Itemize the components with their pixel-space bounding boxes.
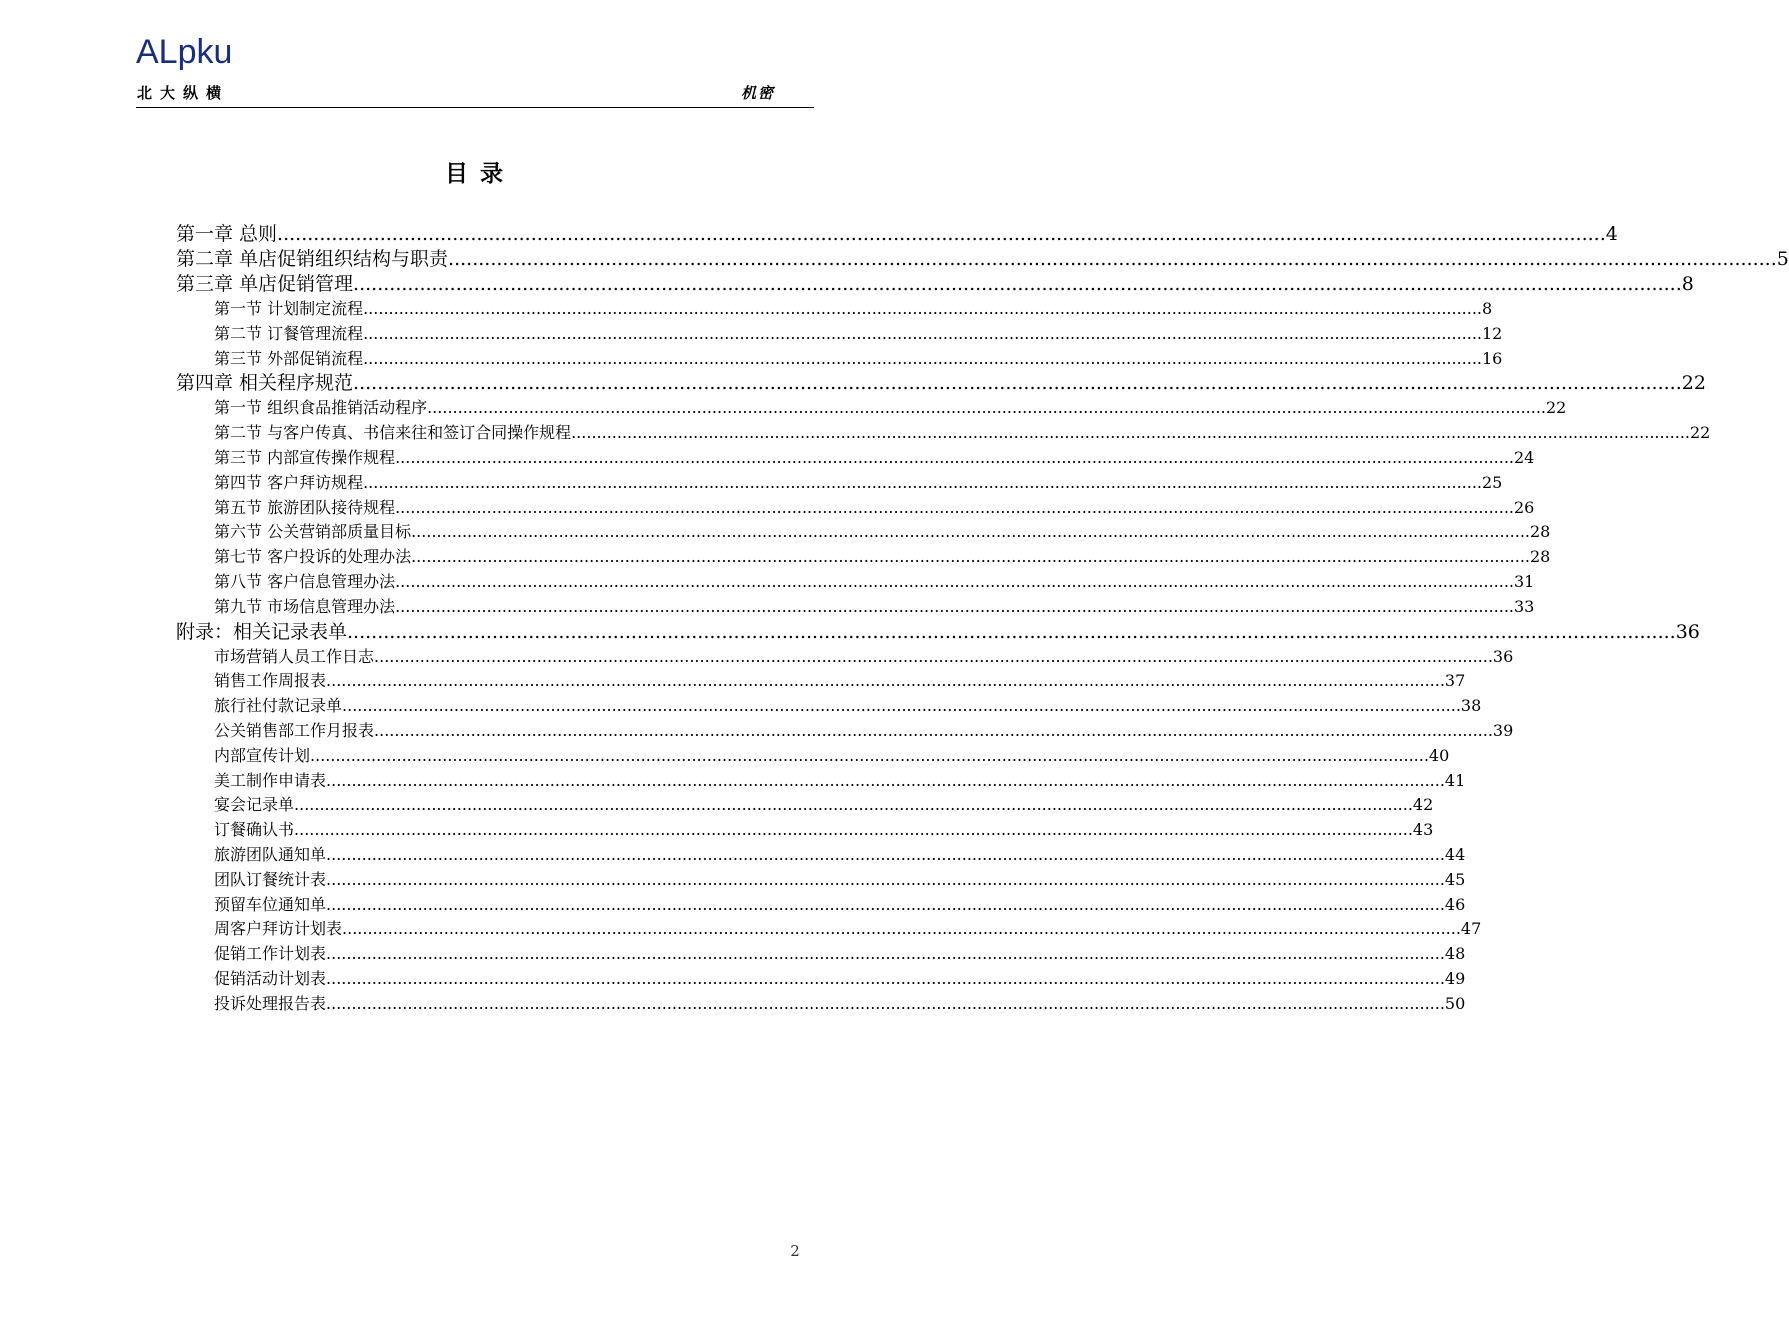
toc-entry-page: 44 [1444, 844, 1466, 864]
toc-entry-page: 37 [1444, 671, 1466, 691]
toc-entry-label: 市场营销人员工作日志 [214, 646, 375, 666]
toc-entry-page: 45 [1444, 869, 1466, 889]
toc-leader-dots: ............................................................................................................................................................................................................................ [326, 968, 1445, 988]
toc-entry-label: 第六节 公关营销部质量目标 [214, 522, 412, 542]
toc-section-entry[interactable] [176, 446, 1535, 471]
toc-section-entry[interactable] [176, 942, 1466, 967]
toc-entry-page: 39 [1492, 720, 1514, 740]
toc-section-entry[interactable] [176, 694, 1482, 719]
toc-entry-label: 第三章 单店促销管理 [176, 273, 354, 295]
toc-section-entry[interactable] [176, 645, 1514, 670]
toc-entry-label: 第二节 订餐管理流程 [214, 323, 364, 343]
toc-section-entry[interactable] [176, 322, 1503, 347]
toc-chapter-entry[interactable] [176, 222, 1618, 247]
toc-section-entry[interactable] [176, 471, 1503, 496]
toc-entry-page: 16 [1482, 348, 1503, 368]
toc-section-entry[interactable] [176, 744, 1450, 769]
toc-entry-page: 36 [1675, 620, 1700, 643]
toc-entry-page: 22 [1690, 423, 1711, 443]
toc-leader-dots: ............................................................................................................................................................................................................................ [294, 820, 1413, 840]
toc-entry-label: 预留车位通知单 [214, 894, 327, 914]
header-divider [136, 107, 814, 108]
toc-entry-label: 第一节 组织食品推销活动程序 [214, 398, 428, 418]
toc-section-entry[interactable] [176, 843, 1466, 868]
toc-section-entry[interactable] [176, 396, 1567, 421]
toc-entry-label: 附录：相关记录表单 [176, 620, 348, 643]
toc-entry-label: 投诉处理报告表 [214, 993, 327, 1013]
company-logo [136, 30, 266, 71]
toc-chapter-entry[interactable] [176, 371, 1706, 396]
toc-leader-dots: ............................................................................................................................................................................................................................ [326, 869, 1445, 889]
toc-entry-page: 22 [1681, 372, 1706, 395]
toc-leader-dots: ............................................................................................................................................................................................................................ [363, 323, 1482, 343]
toc-entry-page: 22 [1546, 398, 1567, 418]
toc-entry-label: 周客户拜访计划表 [214, 919, 343, 939]
toc-entry-label: 第九节 市场信息管理办法 [214, 596, 396, 616]
toc-leader-dots: ............................................................................................................................................................................................................................ [347, 620, 1676, 643]
toc-chapter-entry[interactable] [176, 272, 1694, 297]
toc-entry-page: 8 [1681, 273, 1694, 295]
toc-entry-label: 旅游团队通知单 [214, 844, 327, 864]
toc-section-entry[interactable] [176, 421, 1711, 446]
toc-entry-label: 第四章 相关程序规范 [176, 372, 354, 395]
toc-entry-page: 8 [1482, 299, 1493, 318]
toc-section-entry[interactable] [176, 769, 1466, 794]
toc-leader-dots: ............................................................................................................................................................................................................................ [342, 919, 1461, 939]
toc-leader-dots: ............................................................................................................................................................................................................................ [342, 696, 1461, 716]
toc-entry-label: 第三节 内部宣传操作规程 [214, 447, 396, 467]
toc-leader-dots: ............................................................................................................................................................................................................................ [411, 522, 1530, 542]
toc-leader-dots: ............................................................................................................................................................................................................................ [363, 299, 1482, 318]
toc-section-entry[interactable] [176, 893, 1466, 918]
toc-section-entry[interactable] [176, 297, 1493, 322]
toc-section-entry[interactable] [176, 719, 1514, 744]
toc-leader-dots: ............................................................................................................................................................................................................................ [326, 844, 1445, 864]
toc-entry-page: 12 [1482, 323, 1503, 343]
toc-entry-page: 38 [1460, 696, 1482, 716]
toc-entry-page: 5 [1776, 248, 1789, 270]
confidential-mark: 机密 [741, 84, 776, 102]
toc-section-entry[interactable] [176, 669, 1466, 694]
toc-entry-label: 内部宣传计划 [214, 745, 311, 765]
toc-entry-page: 26 [1514, 497, 1535, 517]
toc-entry-page: 31 [1514, 571, 1535, 591]
toc-entry-page: 50 [1444, 993, 1466, 1013]
toc-section-entry[interactable] [176, 545, 1551, 570]
toc-section-entry[interactable] [176, 917, 1482, 942]
toc-leader-dots: ............................................................................................................................................................................................................................ [353, 273, 1682, 295]
toc-section-entry[interactable] [176, 496, 1535, 521]
toc-entry-label: 第五节 旅游团队接待规程 [214, 497, 396, 517]
toc-leader-dots: ............................................................................................................................................................................................................................ [326, 671, 1445, 691]
toc-leader-dots: ............................................................................................................................................................................................................................ [448, 248, 1777, 270]
toc-section-entry[interactable] [176, 793, 1434, 818]
page-number: 2 [790, 1242, 800, 1260]
toc-chapter-entry[interactable] [176, 247, 1789, 272]
toc-entry-label: 促销工作计划表 [214, 944, 327, 964]
page-title: 目 录 [444, 161, 505, 187]
toc-entry-label: 第四节 客户拜访规程 [214, 472, 364, 492]
toc-leader-dots: ............................................................................................................................................................................................................................ [363, 472, 1482, 492]
toc-entry-label: 订餐确认书 [214, 820, 295, 840]
toc-entry-label: 旅行社付款记录单 [214, 696, 343, 716]
toc-section-entry[interactable] [176, 347, 1503, 372]
toc-leader-dots: ............................................................................................................................................................................................................................ [326, 894, 1445, 914]
logo-text: ALpku [136, 33, 233, 71]
toc-entry-label: 第八节 客户信息管理办法 [214, 571, 396, 591]
toc-entry-label: 美工制作申请表 [214, 770, 327, 790]
toc-leader-dots: ............................................................................................................................................................................................................................ [571, 423, 1690, 443]
toc-leader-dots: ............................................................................................................................................................................................................................ [374, 720, 1493, 740]
toc-entry-page: 47 [1460, 919, 1482, 939]
toc-leader-dots: ............................................................................................................................................................................................................................ [326, 993, 1445, 1013]
toc-entry-label: 第七节 客户投诉的处理办法 [214, 547, 412, 567]
toc-entry-label: 第一章 总则 [176, 223, 278, 245]
toc-leader-dots: ............................................................................................................................................................................................................................ [326, 770, 1445, 790]
toc-leader-dots: ............................................................................................................................................................................................................................ [326, 944, 1445, 964]
toc-entry-label: 第三节 外部促销流程 [214, 348, 364, 368]
toc-leader-dots: ............................................................................................................................................................................................................................ [310, 745, 1429, 765]
toc-entry-page: 48 [1444, 944, 1466, 964]
toc-entry-label: 公关销售部工作月报表 [214, 720, 375, 740]
toc-section-entry[interactable] [176, 868, 1466, 893]
toc-section-entry[interactable] [176, 967, 1466, 992]
toc-chapter-entry[interactable] [176, 620, 1700, 645]
toc-leader-dots: ............................................................................................................................................................................................................................ [353, 372, 1682, 395]
toc-entry-page: 41 [1444, 770, 1466, 790]
toc-leader-dots: ............................................................................................................................................................................................................................ [374, 646, 1493, 666]
toc-section-entry[interactable] [176, 520, 1551, 545]
toc-leader-dots: ............................................................................................................................................................................................................................ [277, 223, 1606, 245]
toc-leader-dots: ............................................................................................................................................................................................................................ [363, 348, 1482, 368]
toc-leader-dots: ............................................................................................................................................................................................................................ [395, 596, 1514, 616]
company-name: 北大纵横 [137, 84, 230, 102]
toc-entry-page: 28 [1530, 547, 1551, 567]
toc-leader-dots: ............................................................................................................................................................................................................................ [395, 571, 1514, 591]
toc-leader-dots: ............................................................................................................................................................................................................................ [395, 447, 1514, 467]
toc-entry-label: 宴会记录单 [214, 795, 295, 815]
toc-entry-label: 促销活动计划表 [214, 968, 327, 988]
toc-entry-page: 46 [1444, 894, 1466, 914]
toc-section-entry[interactable] [176, 992, 1466, 1017]
toc-entry-label: 第二节 与客户传真、书信来往和签订合同操作规程 [214, 423, 572, 443]
toc-leader-dots: ............................................................................................................................................................................................................................ [427, 398, 1546, 418]
toc-entry-page: 4 [1605, 223, 1618, 245]
toc-entry-page: 40 [1428, 745, 1450, 765]
toc-entry-page: 36 [1492, 646, 1514, 666]
toc-section-entry[interactable] [176, 595, 1535, 620]
toc-entry-page: 33 [1514, 596, 1535, 616]
toc-entry-page: 43 [1412, 820, 1434, 840]
toc-entry-page: 49 [1444, 968, 1466, 988]
toc-section-entry[interactable] [176, 570, 1535, 595]
toc-entry-page: 25 [1482, 472, 1503, 492]
toc-entry-label: 销售工作周报表 [214, 671, 327, 691]
toc-leader-dots: ............................................................................................................................................................................................................................ [411, 547, 1530, 567]
toc-entry-label: 第一节 计划制定流程 [214, 299, 364, 318]
toc-leader-dots: ............................................................................................................................................................................................................................ [395, 497, 1514, 517]
toc-entry-label: 第二章 单店促销组织结构与职责 [176, 248, 449, 270]
toc-entry-page: 28 [1530, 522, 1551, 542]
table-of-contents [176, 222, 1789, 1017]
toc-leader-dots: ............................................................................................................................................................................................................................ [294, 795, 1413, 815]
toc-section-entry[interactable] [176, 818, 1434, 843]
toc-entry-label: 团队订餐统计表 [214, 869, 327, 889]
toc-entry-page: 42 [1412, 795, 1434, 815]
toc-entry-page: 24 [1514, 447, 1535, 467]
